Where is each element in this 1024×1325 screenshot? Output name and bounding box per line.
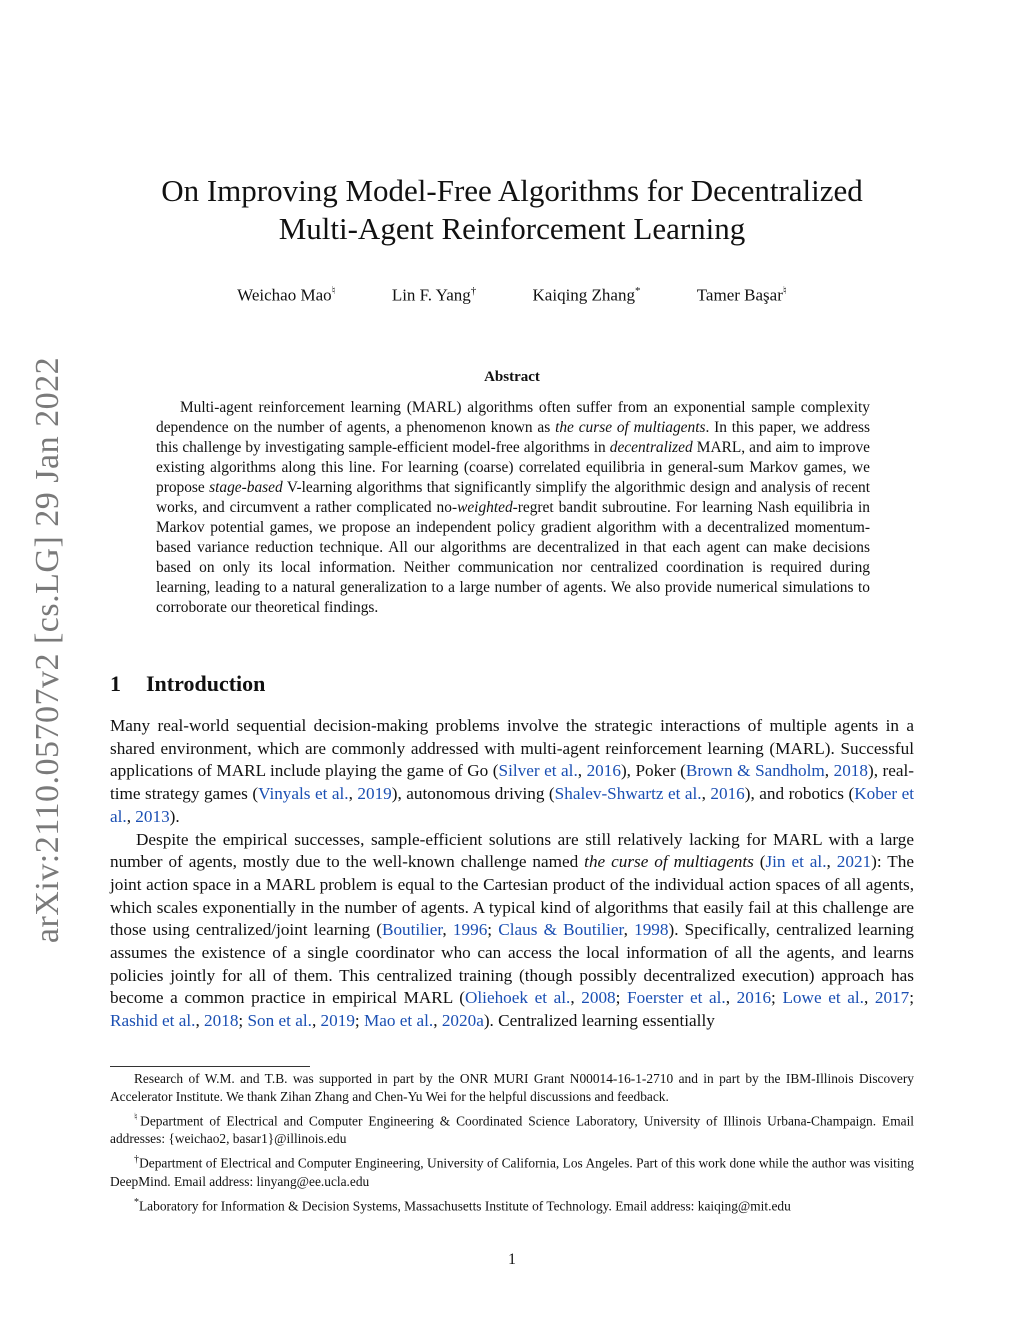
paragraph: Many real-world sequential decision-making problems involve the strategic interactions of multiple agents in a shared environment, which are commonly addressed with multi-agent reinforcement learning (MARL). Successful applications of MARL include playing the game of Go (Silver et al., 2016), Poker (Brown & Sandholm, 2018), real-time strategy games (Vinyals et al., 2019), autonomous driving (Shalev-Shwartz et al., 2016), and robotics (Kober et al., 2013). bbox=[110, 716, 915, 826]
citation-link[interactable]: Kober et al. bbox=[110, 784, 915, 826]
citation-link[interactable]: Brown & Sandholm bbox=[685, 761, 825, 781]
introduction-body bbox=[110, 715, 914, 1033]
footnote: ♮Department of Electrical and Computer Engineering & Coordinated Science Laboratory, University of Illinois Urbana-Champaign. Email addresses: {weichao2, basar1}@illinois.edu bbox=[110, 1112, 915, 1147]
citation-link[interactable]: Silver et al. bbox=[498, 761, 578, 781]
footnote: †Department of Electrical and Computer Engineering, University of California, Los Angeles. Part of this work done while the author was visiting DeepMind. Email address: linyang@ee.ucla.edu bbox=[110, 1154, 914, 1189]
title-line-1: On Improving Model-Free Algorithms for Decentralized bbox=[161, 173, 863, 208]
author: Weichao Mao♮ bbox=[237, 285, 336, 305]
citation-link[interactable]: Lowe et al. bbox=[782, 988, 864, 1008]
author: Kaiqing Zhang* bbox=[532, 285, 641, 305]
footnote-rule bbox=[110, 1066, 310, 1067]
abstract-heading: Abstract bbox=[484, 369, 540, 385]
page-number: 1 bbox=[508, 1251, 516, 1268]
section-heading bbox=[110, 671, 265, 697]
title-line-2: Multi-Agent Reinforcement Learning bbox=[278, 211, 746, 246]
citation-year-link[interactable]: 2021 bbox=[836, 852, 872, 872]
citation-link[interactable]: Jin et al. bbox=[765, 852, 827, 872]
citation-year-link[interactable]: 2016 bbox=[710, 784, 745, 804]
citation-year-link[interactable]: 1996 bbox=[452, 920, 488, 940]
citation-year-link[interactable]: 2016 bbox=[736, 988, 772, 1008]
arxiv-stamp: arXiv:2110.05707v2 [cs.LG] 29 Jan 2022 bbox=[29, 356, 66, 944]
citation-link[interactable]: Claus & Boutilier bbox=[498, 920, 624, 940]
citation-link[interactable]: Shalev-Shwartz et al. bbox=[554, 784, 702, 804]
abstract-body: Multi-agent reinforcement learning (MARL) algorithms often suffer from an exponential sample complexity dependence on the number of agents, a phenomenon known as the curse of multiagents. In this paper, we address this challenge by investigating sample-efficient model-free algorithms in decentralized MARL, and aim to improve existing algorithms along this line. For learning (coarse) correlated equilibria in general-sum Markov games, we propose stage-based V-learning algorithms that significantly simplify the algorithmic design and analysis of recent works, and circumvent a rather complicated no-weighted-regret bandit subroutine. For learning Nash equilibria in Markov potential games, we propose an independent policy gradient algorithm with a decentralized momentum-based variance reduction technique. All our algorithms are decentralized in that each agent can make decisions based on only its local information. Neither communication nor centralized coordination is required during learning, leading to a natural generalization to a large number of agents. We also provide numerical simulations to corroborate our theoretical findings. bbox=[156, 399, 870, 616]
citation-year-link[interactable]: 1998 bbox=[634, 920, 669, 940]
author: Lin F. Yang† bbox=[391, 285, 477, 305]
citation-link[interactable]: Son et al. bbox=[247, 1011, 312, 1031]
citation-year-link[interactable]: 2020a bbox=[441, 1011, 484, 1031]
author: Tamer Başar♮ bbox=[696, 285, 787, 305]
footnote: Research of W.M. and T.B. was supported in part by the ONR MURI Grant N00014-16-1-2710 and in part by the IBM-Illinois Discovery Accelerator Institute. We thank Zihan Zhang and Chen-Yu Wei for the helpful discussions and feedback. bbox=[110, 1071, 914, 1104]
citation-link[interactable]: Vinyals et al. bbox=[258, 784, 349, 804]
citation-year-link[interactable]: 2016 bbox=[586, 761, 621, 781]
citation-year-link[interactable]: 2019 bbox=[357, 784, 392, 804]
citation-year-link[interactable]: 2018 bbox=[833, 761, 868, 781]
citation-link[interactable]: Rashid et al. bbox=[110, 1011, 196, 1031]
citation-link[interactable]: Foerster et al. bbox=[627, 988, 726, 1008]
footnote: *Laboratory for Information & Decision Systems, Massachusetts Institute of Technology. Email address: kaiqing@mit.edu bbox=[134, 1196, 791, 1214]
paragraph: Despite the empirical successes, sample-efficient solutions are still relatively lacking for MARL with a large number of agents, mostly due to the well-known challenge named the curse of multiagents (Jin et al., 2021): The joint action space in a MARL problem is equal to the Cartesian product of the individual action spaces of all agents, which scales exponentially in the number of agents. A typical kind of algorithms that easily fail at this challenge are those using centralized/joint learning (Boutilier, 1996; Claus & Boutilier, 1998). Specifically, centralized learning assumes the existence of a single coordinator who can access the local information of all the agents, and learns policies jointly for all of them. This centralized training (though possibly decentralized execution) approach has become a common practice in empirical MARL (Oliehoek et al., 2008; Foerster et al., 2016; Lowe et al., 2017; Rashid et al., 2018; Son et al., 2019; Mao et al., 2020a). Centralized learning essentially bbox=[110, 829, 915, 1031]
citation-year-link[interactable]: 2013 bbox=[135, 806, 170, 826]
paper-title bbox=[0, 172, 1024, 248]
citation-link[interactable]: Boutilier bbox=[382, 920, 443, 940]
section-number: 1 bbox=[110, 671, 121, 696]
citation-year-link[interactable]: 2018 bbox=[204, 1011, 239, 1031]
citation-link[interactable]: Oliehoek et al. bbox=[464, 988, 571, 1008]
citation-year-link[interactable]: 2019 bbox=[320, 1011, 355, 1031]
section-title: Introduction bbox=[146, 671, 266, 696]
author-list bbox=[0, 284, 1024, 306]
citation-link[interactable]: Mao et al. bbox=[364, 1011, 434, 1031]
citation-year-link[interactable]: 2008 bbox=[581, 988, 616, 1008]
citation-year-link[interactable]: 2017 bbox=[874, 988, 910, 1008]
footnotes bbox=[110, 1070, 914, 1218]
